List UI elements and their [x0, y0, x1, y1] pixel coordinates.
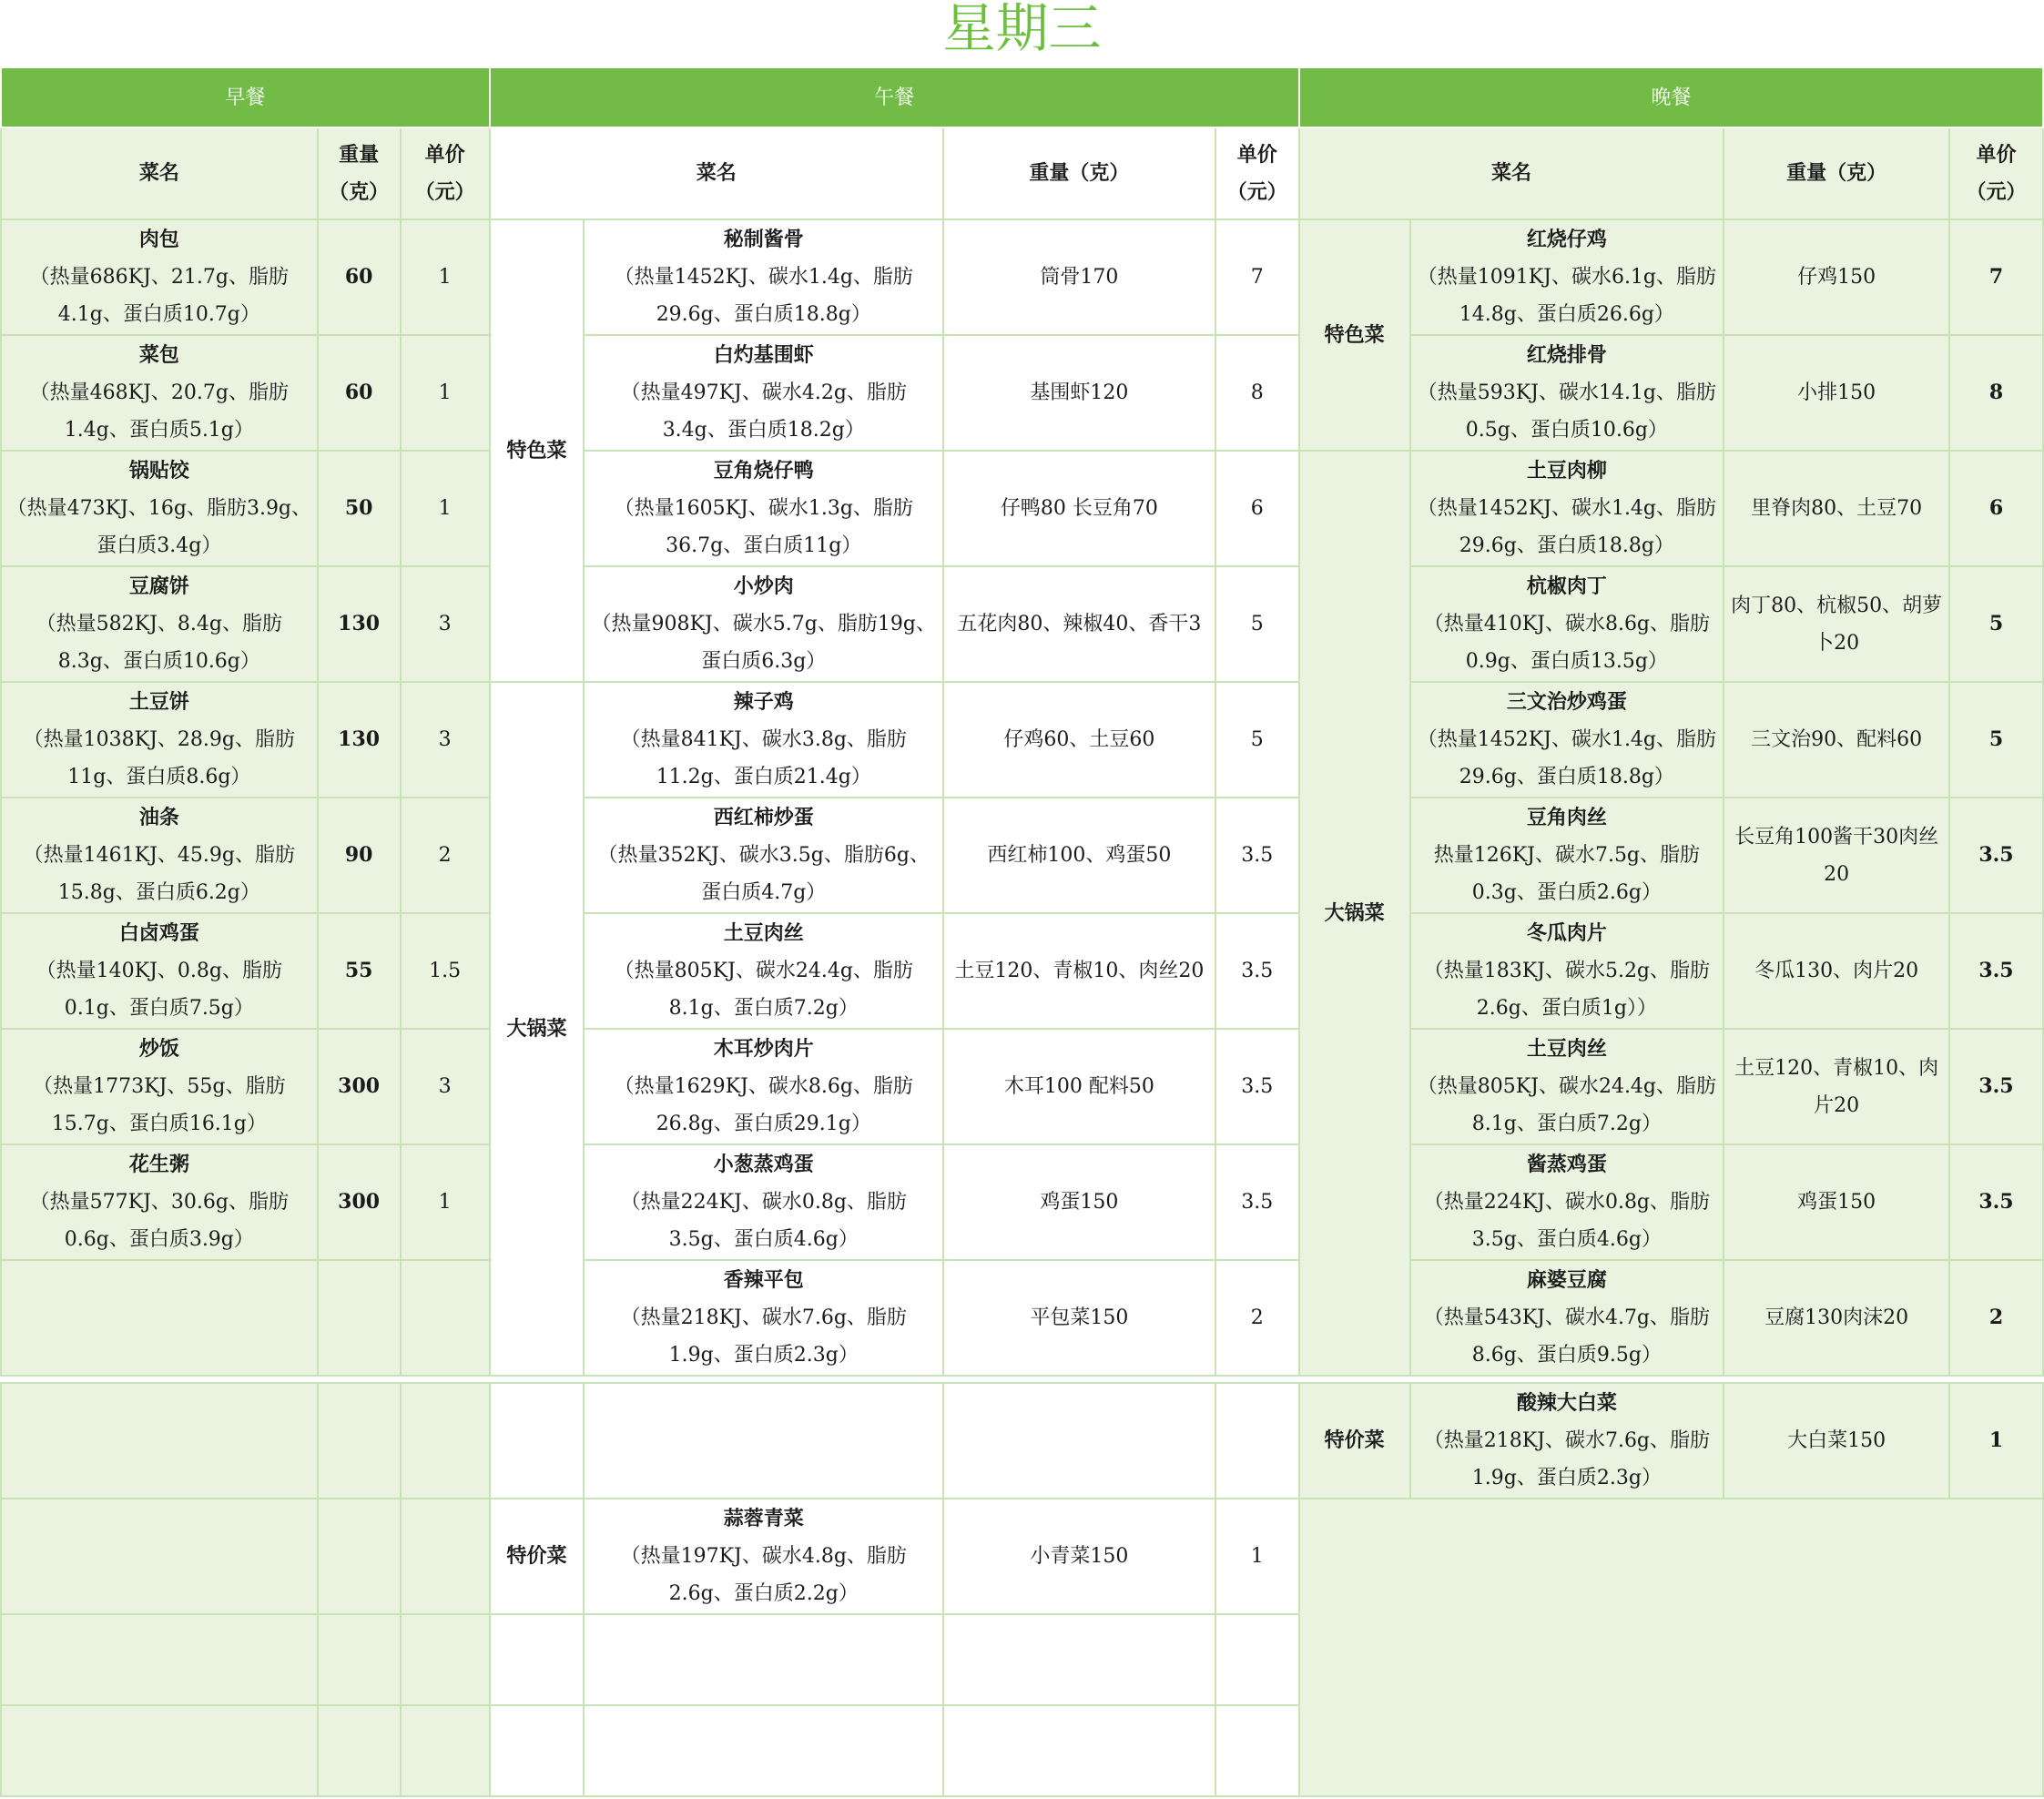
dish-name: 香辣平包 — [723, 1268, 804, 1292]
dish-nutrition: （热量497KJ、碳水4.2g、脂肪3.4g、蛋白质18.2g） — [620, 381, 907, 442]
lunch-weight: 土豆120、青椒10、肉丝20 — [943, 913, 1215, 1029]
dinner-price: 1 — [1949, 1383, 2043, 1499]
dinner-price: 3.5 — [1949, 1029, 2043, 1144]
dinner-price: 7 — [1949, 219, 2043, 335]
dish-nutrition: （热量805KJ、碳水24.4g、脂肪8.1g、蛋白质7.2g） — [614, 960, 913, 1020]
empty-cell — [584, 1614, 943, 1705]
dinner-dish — [1410, 798, 1724, 913]
dish-nutrition: （热量593KJ、碳水14.1g、脂肪0.5g、蛋白质10.6g） — [1417, 381, 1717, 442]
lunch-weight: 基围虾120 — [943, 335, 1215, 451]
col-header-weight: 重量（克） — [1724, 127, 1949, 219]
dish-nutrition: （热量805KJ、碳水24.4g、脂肪8.1g、蛋白质7.2g） — [1417, 1075, 1717, 1135]
dish-nutrition: （热量1629KJ、碳水8.6g、脂肪26.8g、蛋白质29.1g） — [614, 1075, 913, 1135]
breakfast-price: 3 — [401, 1029, 490, 1144]
dinner-dish — [1410, 682, 1724, 798]
breakfast-weight: 55 — [318, 913, 401, 1029]
dish-nutrition: （热量468KJ、20.7g、脂肪1.4g、蛋白质5.1g） — [29, 381, 289, 442]
lunch-weight: 平包菜150 — [943, 1260, 1215, 1376]
page-title: 星期三 — [942, 0, 1102, 59]
empty-cell — [401, 1705, 490, 1796]
lunch-category: 特色菜 — [490, 219, 585, 682]
dish-name: 蒜蓉青菜 — [723, 1507, 804, 1530]
dish-name: 锅贴饺 — [128, 459, 189, 483]
col-header-name: 菜名 — [1299, 127, 1724, 219]
dinner-weight: 里脊肉80、土豆70 — [1724, 451, 1949, 566]
breakfast-dish — [1, 566, 318, 682]
lunch-price: 2 — [1215, 1260, 1299, 1376]
dish-nutrition: （热量352KJ、碳水3.5g、脂肪6g、蛋白质4.7g） — [597, 844, 930, 904]
dinner-price: 3.5 — [1949, 798, 2043, 913]
dish-nutrition: （热量218KJ、碳水7.6g、脂肪1.9g、蛋白质2.3g） — [1423, 1429, 1711, 1489]
dish-name: 土豆肉丝 — [723, 921, 804, 945]
col-header-name: 菜名 — [490, 127, 943, 219]
dinner-weight: 冬瓜130、肉片20 — [1724, 913, 1949, 1029]
empty-cell — [584, 1383, 943, 1499]
dinner-dish — [1410, 1144, 1724, 1260]
table-row — [1, 451, 2043, 566]
breakfast-price: 1.5 — [401, 913, 490, 1029]
dish-name: 木耳炒肉片 — [713, 1037, 814, 1061]
lunch-weight: 筒骨170 — [943, 219, 1215, 335]
dinner-dish — [1410, 335, 1724, 451]
dish-nutrition: （热量1452KJ、碳水1.4g、脂肪29.6g、蛋白质18.8g） — [614, 266, 913, 326]
table-row — [1, 566, 2043, 682]
dish-name: 杭椒肉丁 — [1526, 574, 1607, 598]
dish-nutrition: （热量197KJ、碳水4.8g、脂肪2.6g、蛋白质2.2g） — [620, 1545, 907, 1605]
lunch-dish — [584, 913, 943, 1029]
dish-nutrition: （热量1461KJ、45.9g、脂肪15.8g、蛋白质6.2g） — [23, 844, 295, 904]
table-row — [1, 798, 2043, 913]
table-row — [1, 219, 2043, 335]
lunch-price: 1 — [1215, 1499, 1299, 1614]
dinner-weight: 仔鸡150 — [1724, 219, 1949, 335]
dish-nutrition: （热量1452KJ、碳水1.4g、脂肪29.6g、蛋白质18.8g） — [1417, 728, 1717, 788]
dinner-dish — [1410, 1383, 1724, 1499]
breakfast-weight: 60 — [318, 335, 401, 451]
dinner-category: 特色菜 — [1299, 219, 1410, 451]
col-header-weight: 重量（克） — [943, 127, 1215, 219]
spacer-row — [1, 1376, 2043, 1383]
dinner-price: 3.5 — [1949, 913, 2043, 1029]
breakfast-weight: 60 — [318, 219, 401, 335]
table-row — [1, 682, 2043, 798]
dish-nutrition: （热量224KJ、碳水0.8g、脂肪3.5g、蛋白质4.6g） — [1423, 1191, 1711, 1251]
dish-nutrition: （热量1038KJ、28.9g、脂肪11g、蛋白质8.6g） — [23, 728, 295, 788]
breakfast-dish — [1, 913, 318, 1029]
dinner-price: 2 — [1949, 1260, 2043, 1376]
empty-cell — [318, 1260, 401, 1376]
breakfast-weight: 300 — [318, 1029, 401, 1144]
dinner-price: 3.5 — [1949, 1144, 2043, 1260]
dish-name: 菜包 — [138, 343, 179, 367]
dinner-price: 6 — [1949, 451, 2043, 566]
dish-name: 麻婆豆腐 — [1526, 1268, 1607, 1292]
empty-cell — [1, 1260, 318, 1376]
table-row — [1, 335, 2043, 451]
col-header-price: 单价（元） — [401, 127, 490, 219]
dinner-dish — [1410, 219, 1724, 335]
dish-name: 西红柿炒蛋 — [713, 806, 814, 829]
dish-name: 小葱蒸鸡蛋 — [713, 1153, 814, 1176]
dish-nutrition: （热量582KJ、8.4g、脂肪8.3g、蛋白质10.6g） — [36, 613, 282, 673]
dish-name: 豆腐饼 — [128, 574, 189, 598]
lunch-category: 大锅菜 — [490, 682, 585, 1376]
lunch-dish — [584, 335, 943, 451]
breakfast-dish — [1, 451, 318, 566]
lunch-dish — [584, 1029, 943, 1144]
dish-nutrition: （热量841KJ、碳水3.8g、脂肪11.2g、蛋白质21.4g） — [620, 728, 907, 788]
table-row — [1, 1260, 2043, 1376]
dish-nutrition: （热量218KJ、碳水7.6g、脂肪1.9g、蛋白质2.3g） — [620, 1306, 907, 1367]
dinner-weight: 土豆120、青椒10、肉片20 — [1724, 1029, 1949, 1144]
dish-nutrition: 热量126KJ、碳水7.5g、脂肪0.3g、蛋白质2.6g） — [1433, 844, 1701, 904]
empty-cell — [490, 1705, 585, 1796]
empty-cell — [401, 1383, 490, 1499]
empty-cell — [1215, 1614, 1299, 1705]
lunch-price: 3.5 — [1215, 1144, 1299, 1260]
empty-block — [1299, 1499, 2043, 1796]
dinner-weight: 长豆角100酱干30肉丝20 — [1724, 798, 1949, 913]
dish-name: 油条 — [138, 806, 179, 829]
breakfast-dish — [1, 798, 318, 913]
breakfast-price: 2 — [401, 798, 490, 913]
empty-cell — [490, 1383, 585, 1499]
breakfast-weight: 130 — [318, 566, 401, 682]
dish-nutrition: （热量473KJ、16g、脂肪3.9g、蛋白质3.4g） — [6, 497, 312, 557]
dinner-dish — [1410, 1029, 1724, 1144]
dish-name: 红烧仔鸡 — [1526, 228, 1607, 251]
lunch-price: 3.5 — [1215, 913, 1299, 1029]
dish-name: 土豆肉柳 — [1526, 459, 1607, 483]
lunch-price: 5 — [1215, 682, 1299, 798]
dish-nutrition: （热量1773KJ、55g、脂肪15.7g、蛋白质16.1g） — [33, 1075, 286, 1135]
dish-name: 秘制酱骨 — [723, 228, 804, 251]
menu-table — [0, 66, 2044, 1797]
breakfast-price: 3 — [401, 682, 490, 798]
table-row — [1, 1499, 2043, 1614]
lunch-dish — [584, 682, 943, 798]
dish-nutrition: （热量1091KJ、碳水6.1g、脂肪14.8g、蛋白质26.6g） — [1417, 266, 1717, 326]
lunch-weight: 仔鸭80 长豆角70 — [943, 451, 1215, 566]
dinner-dish — [1410, 451, 1724, 566]
dinner-category: 特价菜 — [1299, 1383, 1410, 1499]
empty-cell — [401, 1260, 490, 1376]
col-header-name: 菜名 — [1, 127, 318, 219]
breakfast-dish — [1, 219, 318, 335]
breakfast-price: 3 — [401, 566, 490, 682]
empty-cell — [1215, 1705, 1299, 1796]
breakfast-price: 1 — [401, 1144, 490, 1260]
empty-cell — [1, 1383, 318, 1499]
lunch-price: 8 — [1215, 335, 1299, 451]
dinner-weight: 豆腐130肉沫20 — [1724, 1260, 1949, 1376]
dish-name: 炒饭 — [138, 1037, 179, 1061]
breakfast-weight: 130 — [318, 682, 401, 798]
lunch-dish — [584, 1499, 943, 1614]
empty-cell — [1, 1499, 318, 1614]
dish-nutrition: （热量1605KJ、碳水1.3g、脂肪36.7g、蛋白质11g） — [614, 497, 913, 557]
breakfast-price: 1 — [401, 219, 490, 335]
empty-cell — [318, 1499, 401, 1614]
dinner-weight: 小排150 — [1724, 335, 1949, 451]
empty-cell — [318, 1383, 401, 1499]
lunch-price: 3.5 — [1215, 798, 1299, 913]
lunch-weight: 木耳100 配料50 — [943, 1029, 1215, 1144]
breakfast-price: 1 — [401, 451, 490, 566]
breakfast-weight: 300 — [318, 1144, 401, 1260]
dinner-price: 5 — [1949, 566, 2043, 682]
col-header-weight: 重量（克） — [318, 127, 401, 219]
breakfast-dish — [1, 1029, 318, 1144]
lunch-header: 午餐 — [490, 67, 1299, 127]
dinner-weight: 大白菜150 — [1724, 1383, 1949, 1499]
breakfast-header: 早餐 — [1, 67, 490, 127]
dish-name: 豆角肉丝 — [1526, 806, 1607, 829]
dish-name: 冬瓜肉片 — [1526, 921, 1607, 945]
col-header-price: 单价（元） — [1949, 127, 2043, 219]
dinner-weight: 三文治90、配料60 — [1724, 682, 1949, 798]
breakfast-dish — [1, 335, 318, 451]
lunch-dish — [584, 451, 943, 566]
lunch-dish — [584, 566, 943, 682]
dish-name: 白卤鸡蛋 — [118, 921, 199, 945]
dish-name: 三文治炒鸡蛋 — [1506, 690, 1627, 714]
dish-nutrition: （热量410KJ、碳水8.6g、脂肪0.9g、蛋白质13.5g） — [1423, 613, 1711, 673]
dinner-category: 大锅菜 — [1299, 451, 1410, 1376]
dish-nutrition: （热量224KJ、碳水0.8g、脂肪3.5g、蛋白质4.6g） — [620, 1191, 907, 1251]
dinner-dish — [1410, 1260, 1724, 1376]
dish-name: 豆角烧仔鸭 — [713, 459, 814, 483]
dish-name: 土豆饼 — [128, 690, 189, 714]
lunch-weight: 西红柿100、鸡蛋50 — [943, 798, 1215, 913]
table-row — [1, 1383, 2043, 1499]
empty-cell — [318, 1705, 401, 1796]
dish-nutrition: （热量183KJ、碳水5.2g、脂肪2.6g、蛋白质1g）） — [1423, 960, 1711, 1020]
dinner-dish — [1410, 566, 1724, 682]
empty-cell — [1, 1705, 318, 1796]
empty-cell — [1215, 1383, 1299, 1499]
dish-nutrition: （热量543KJ、碳水4.7g、脂肪8.6g、蛋白质9.5g） — [1423, 1306, 1711, 1367]
breakfast-weight: 90 — [318, 798, 401, 913]
spacer-cell — [1, 1376, 2043, 1383]
lunch-dish — [584, 798, 943, 913]
lunch-price: 7 — [1215, 219, 1299, 335]
empty-cell — [943, 1614, 1215, 1705]
table-row — [1, 913, 2043, 1029]
lunch-weight: 仔鸡60、土豆60 — [943, 682, 1215, 798]
empty-cell — [943, 1383, 1215, 1499]
lunch-weight: 小青菜150 — [943, 1499, 1215, 1614]
dish-name: 土豆肉丝 — [1526, 1037, 1607, 1061]
empty-cell — [1, 1614, 318, 1705]
lunch-weight: 五花肉80、辣椒40、香干3 — [943, 566, 1215, 682]
dinner-header: 晚餐 — [1299, 67, 2043, 127]
empty-cell — [943, 1705, 1215, 1796]
empty-cell — [401, 1614, 490, 1705]
breakfast-dish — [1, 1144, 318, 1260]
lunch-weight: 鸡蛋150 — [943, 1144, 1215, 1260]
lunch-price: 5 — [1215, 566, 1299, 682]
lunch-price: 3.5 — [1215, 1029, 1299, 1144]
dinner-weight: 肉丁80、杭椒50、胡萝卜20 — [1724, 566, 1949, 682]
lunch-category: 特价菜 — [490, 1499, 585, 1614]
dish-name: 肉包 — [138, 228, 179, 251]
col-header-price: 单价（元） — [1215, 127, 1299, 219]
table-row — [1, 1144, 2043, 1260]
dish-nutrition: （热量140KJ、0.8g、脂肪0.1g、蛋白质7.5g） — [36, 960, 282, 1020]
dish-name: 花生粥 — [128, 1153, 189, 1176]
dinner-dish — [1410, 913, 1724, 1029]
empty-cell — [401, 1499, 490, 1614]
dish-nutrition: （热量1452KJ、碳水1.4g、脂肪29.6g、蛋白质18.8g） — [1417, 497, 1717, 557]
dinner-price: 8 — [1949, 335, 2043, 451]
empty-cell — [490, 1614, 585, 1705]
breakfast-dish — [1, 682, 318, 798]
dish-nutrition: （热量686KJ、21.7g、脂肪4.1g、蛋白质10.7g） — [29, 266, 289, 326]
dish-name: 小炒肉 — [733, 574, 794, 598]
dish-name: 白灼基围虾 — [713, 343, 814, 367]
empty-cell — [318, 1614, 401, 1705]
lunch-price: 6 — [1215, 451, 1299, 566]
dinner-weight: 鸡蛋150 — [1724, 1144, 1949, 1260]
dinner-price: 5 — [1949, 682, 2043, 798]
empty-cell — [584, 1705, 943, 1796]
dish-name: 酱蒸鸡蛋 — [1526, 1153, 1607, 1176]
breakfast-weight: 50 — [318, 451, 401, 566]
lunch-dish — [584, 1260, 943, 1376]
dish-nutrition: （热量908KJ、碳水5.7g、脂肪19g、蛋白质6.3g） — [591, 613, 936, 673]
table-row — [1, 1029, 2043, 1144]
lunch-dish — [584, 1144, 943, 1260]
dish-name: 酸辣大白菜 — [1516, 1391, 1617, 1415]
dish-name: 辣子鸡 — [733, 690, 794, 714]
breakfast-price: 1 — [401, 335, 490, 451]
dish-name: 红烧排骨 — [1526, 343, 1607, 367]
lunch-dish — [584, 219, 943, 335]
dish-nutrition: （热量577KJ、30.6g、脂肪0.6g、蛋白质3.9g） — [29, 1191, 289, 1251]
